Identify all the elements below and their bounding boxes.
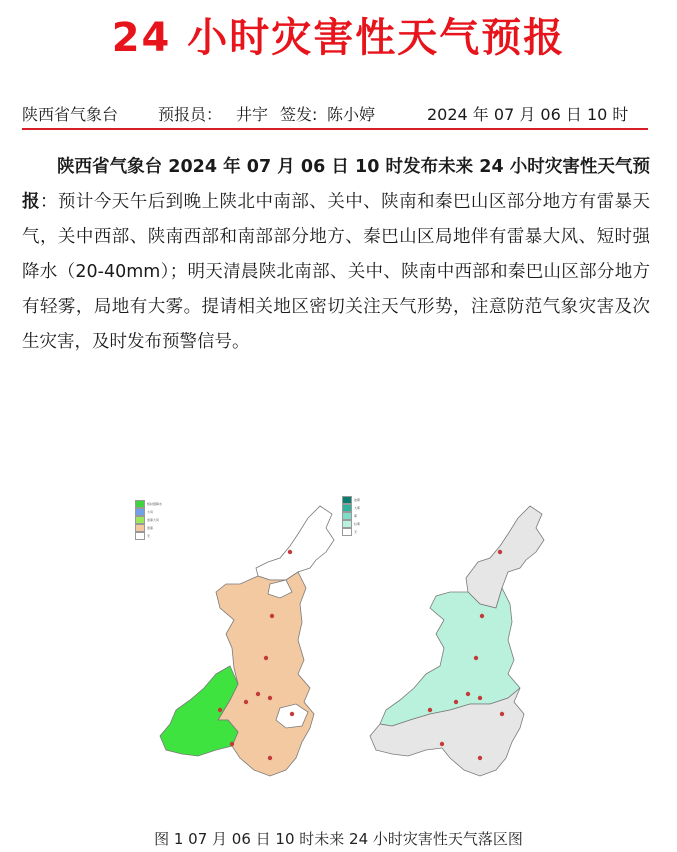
issuing-agency: 陕西省气象台 <box>22 105 119 124</box>
page-title: 24 小时灾害性天气预报 <box>111 15 566 61</box>
hazard-map <box>160 506 334 776</box>
forecast-maps <box>120 488 570 808</box>
forecast-body: ：预计今天午后到晚上陕北中南部、关中、陕南和秦巴山区部分地方有雷暴天气，关中西部、陕南西部和南部部分地方、秦巴山区局地伴有雷暴大风、短时强降水（20-40mm）；明天清晨陕北南部、关中、陕南中西部和秦巴山区部分地方有轻雾，局地有大雾。提请相关地区密切关注天气形势，注意防范气象灾害及次生灾害，及时发布预警信号。 <box>22 192 651 352</box>
legend-item: 雷暴大风 <box>135 516 171 524</box>
forecaster-label: 预报员： <box>158 105 223 124</box>
figure-caption: 图 1 07 月 06 日 10 时未来 24 小时灾害性天气落区图 <box>154 830 523 848</box>
issuer-name: 陈小婷 <box>327 105 376 124</box>
legend-item: 无 <box>342 528 378 536</box>
legend-item: 大雾 <box>342 504 378 512</box>
forecaster-name: 井宇 <box>236 105 269 124</box>
forecast-lead: 陕西省气象台 2024 年 07 月 06 日 10 时发布未来 24 小时灾害性天气预报 <box>22 157 650 212</box>
province-maps <box>120 488 570 808</box>
issue-datetime: 2024 年 07 月 06 日 10 时 <box>427 105 629 124</box>
fog-region-north-none <box>466 506 544 608</box>
forecast-paragraph <box>22 150 650 360</box>
legend-item: 雾 <box>342 512 378 520</box>
legend-item: 雷暴 <box>135 524 171 532</box>
header-divider <box>22 128 648 130</box>
map-region-north-none <box>256 506 334 580</box>
legend-item: 大风 <box>135 508 171 516</box>
legend-item: 轻雾 <box>342 520 378 528</box>
forecast-text <box>22 150 650 360</box>
legend-item: 无 <box>135 532 171 540</box>
issuer-label: 签发: <box>280 105 318 124</box>
legend-item: 浓雾 <box>342 496 378 504</box>
issuer-info-line <box>22 100 648 130</box>
legend-item: 短时强降水 <box>135 500 171 508</box>
fog-map <box>370 506 544 776</box>
